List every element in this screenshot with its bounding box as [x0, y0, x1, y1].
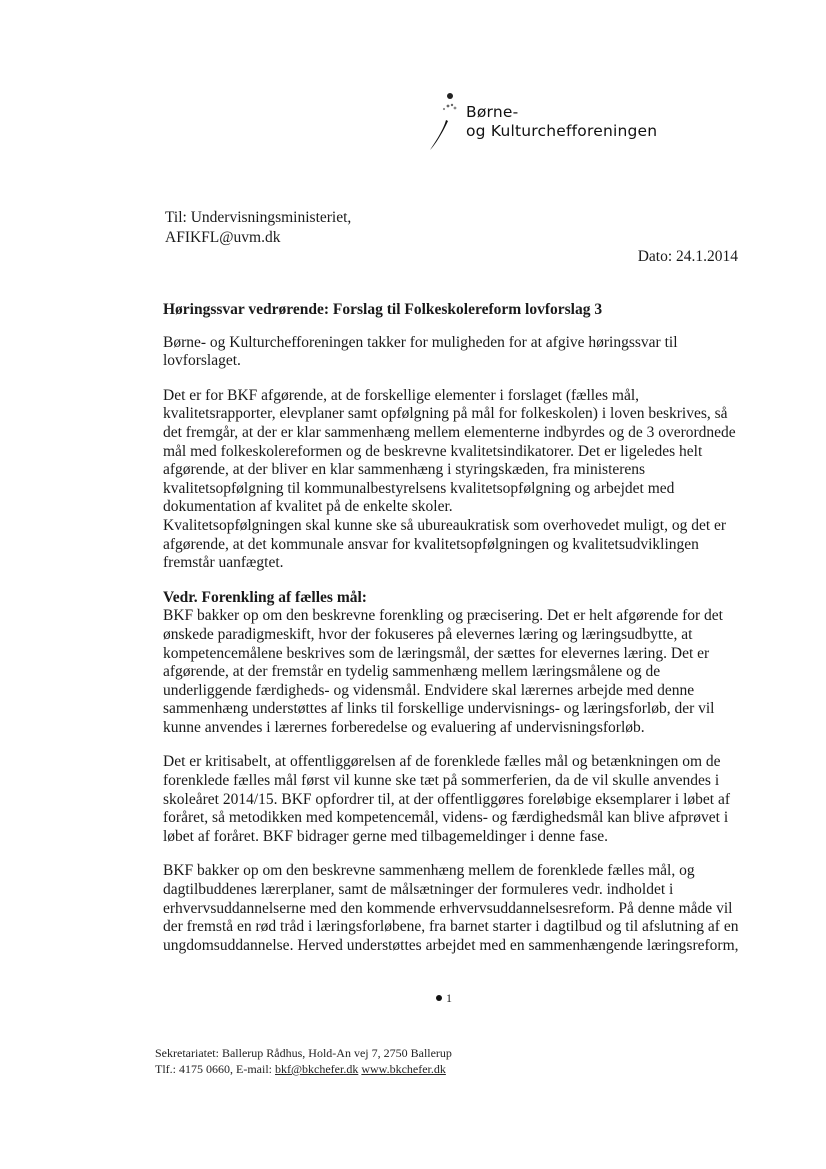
footer-phone: Tlf.: 4175 0660, E-mail: — [155, 1062, 272, 1076]
paragraph-3: Kvalitetsopfølgningen skal kunne ske så ubureaukratisk som overhovedet muligt, og det er afgørende, at det kommunale ansvar for kvalitetsopfølgningen og kvalitetsudviklingen fremstår uanfægtet. — [163, 516, 727, 572]
paragraph-5: Det er kritisabelt, at offentliggørelsen af de forenklede fælles mål og betænkningen om de forenklede fælles mål først vil kunne ske tæt på sommerferien, da de vil skulle anvendes i skoleåret 2014/15. BKF opfordrer til, at der offentliggøres foreløbige eksemplarer i løbet af foråret, så metodikken med kompetencemål, videns- og færdighedsmål kan blive afprøvet i løbet af foråret. BKF bidrager gerne med tilbagemeldinger i denne fase. — [163, 753, 731, 845]
page-number — [436, 991, 452, 1005]
recipient-address — [165, 208, 351, 248]
paragraph-4: BKF bakker op om den beskrevne forenkling og præcisering. Det er helt afgørende for det ønskede paradigmeskift, hvor der fokuseres på elevernes læring og læringsudbytte, at kompetencemålene beskrives som de læringsmål, der sættes for elevernes læring. Det er afgørende, at der fremstår en tydelig sammenhæng mellem læringsmålene og de underliggende færdigheds- og vidensmål. Endvidere skal lærernes arbejde med denne sammenhæng understøttes af links til forskellige undervisnings- og læringsforløb, der vil kunne anvendes i lærernes forberedelse og evaluering af undervisningsforløb. — [163, 607, 723, 736]
bkf-logo-icon — [424, 90, 464, 154]
letter-date: Dato: 24.1.2014 — [637, 248, 738, 265]
paragraph-6: BKF bakker op om den beskrevne sammenhæng mellem de forenklede fælles mål, og dagtilbuddenes lærerplaner, samt de målsætninger der formuleres vedr. indholdet i erhvervsuddannelserne med den kommende erhvervsuddannelsesreform. På denne måde vil der fremstå en rød tråd i læringsforløbene, fra barnet starter i dagtilbud og til afslutning af en ungdomsuddannelse. Herved understøttes arbejdet med en sammenhængende læringsreform, — [163, 862, 739, 954]
paragraph-1: Børne- og Kulturchefforeningen takker for muligheden for at afgive høringssvar til lovforslaget. — [163, 333, 678, 370]
page-number-value: 1 — [446, 991, 452, 1005]
paragraph-2: Det er for BKF afgørende, at de forskellige elementer i forslaget (fælles mål, kvalitetsrapporter, elevplaner samt opfølgning på mål for folkeskolen) i loven beskrives, så det fremgår, at der er klar sammenhæng mellem elementerne indbyrdes og de 3 overordnede mål med folkeskolereformen og de beskrevne kvalitetsindikatorer. Det er ligeledes helt afgørende, at der bliver en klar sammenhæng i styringskæden, fra ministerens kvalitetsopfølgning til kommunalbestyrelsens kvalitetsopfølgning og arbejdet med dokumentation af kvalitet på de enkelte skoler. — [163, 386, 736, 516]
section-heading: Vedr. Forenkling af fælles mål: — [163, 588, 367, 606]
logo-line-2: og Kulturchefforeningen — [466, 122, 658, 140]
recipient-email: AFIKFL@uvm.dk — [165, 229, 281, 246]
footer-web-link[interactable]: www.bkchefer.dk — [361, 1062, 446, 1076]
letter-body — [163, 301, 743, 955]
footer-address: Sekretariatet: Ballerup Rådhus, Hold-An vej 7, 2750 Ballerup — [155, 1046, 452, 1060]
recipient-name: Til: Undervisningsministeriet, — [165, 209, 352, 226]
organization-logo-text — [466, 103, 657, 141]
footer-email-link[interactable]: bkf@bkchefer.dk — [274, 1062, 359, 1076]
bullet-icon — [436, 995, 442, 1001]
footer-contact — [155, 1061, 452, 1077]
letter-title: Høringssvar vedrørende: Forslag til Folkeskolereform lovforslag 3 — [163, 301, 603, 318]
logo-line-1: Børne- — [466, 103, 519, 121]
letter-footer — [155, 1045, 452, 1077]
